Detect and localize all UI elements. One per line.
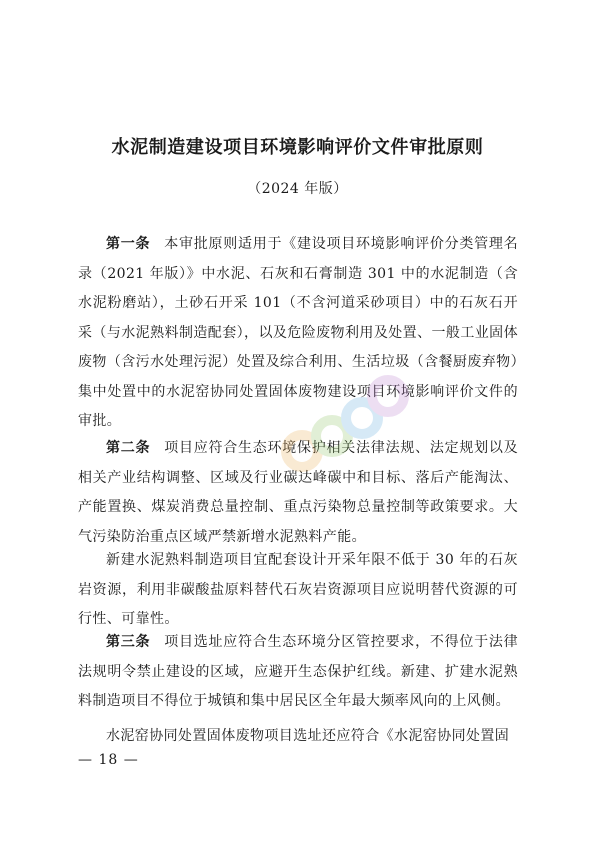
article-3-paragraph-2-text: 水泥窑协同处置固体废物项目选址还应符合《水泥窑协同处置固 (106, 728, 510, 744)
article-2-text: 项目应符合生态环境保护相关法律法规、法定规划以及相关产业结构调整、区域及行业碳达峰碳中和目标、落后产能淘汰、产能置换、煤炭消费总量控制、重点污染物总量控制等政策要求。大气污染防治重点区域严禁新增水泥熟料产能。 (78, 440, 518, 545)
article-2 (78, 434, 518, 552)
document-title: 水泥制造建设项目环境影响评价文件审批原则 (111, 137, 484, 158)
article-3-paragraph-2 (78, 722, 518, 752)
article-1-text: 本审批原则适用于《建设项目环境影响评价分类管理名录（2021 年版）》中水泥、石灰和石膏制造 301 中的水泥制造（含水泥粉磨站），土砂石开采 101（不含河道采砂项目）中的石灰石开采（与水泥熟料制造配套），以及危险废物利用及处置、一般工业固体废物（含污水处理污泥）处置及综合利用、生活垃圾（含餐厨废弃物）集中处置中的水泥窑协同处置固体废物建设项目环境影响评价文件的审批。 (78, 236, 518, 429)
article-2-paragraph-2-text: 新建水泥熟料制造项目宜配套设计开采年限不低于 30 年的石灰岩资源，利用非碳酸盐原料替代石灰岩资源项目应说明替代资源的可行性、可靠性。 (78, 552, 518, 627)
article-2-paragraph-2 (78, 546, 518, 635)
document-subtitle: （2024 年版） (247, 181, 348, 197)
article-3-label: 第三条 (106, 634, 151, 650)
article-1-label: 第一条 (106, 236, 151, 252)
page-number: — 18 — (78, 752, 139, 768)
article-3-text: 项目选址应符合生态环境分区管控要求，不得位于法律法规明令禁止建设的区域，应避开生态保护红线。新建、扩建水泥熟料制造项目不得位于城镇和集中居民区全年最大频率风向的上风侧。 (78, 634, 518, 709)
article-3 (78, 628, 518, 717)
article-2-label: 第二条 (106, 440, 151, 456)
article-1 (78, 230, 518, 437)
